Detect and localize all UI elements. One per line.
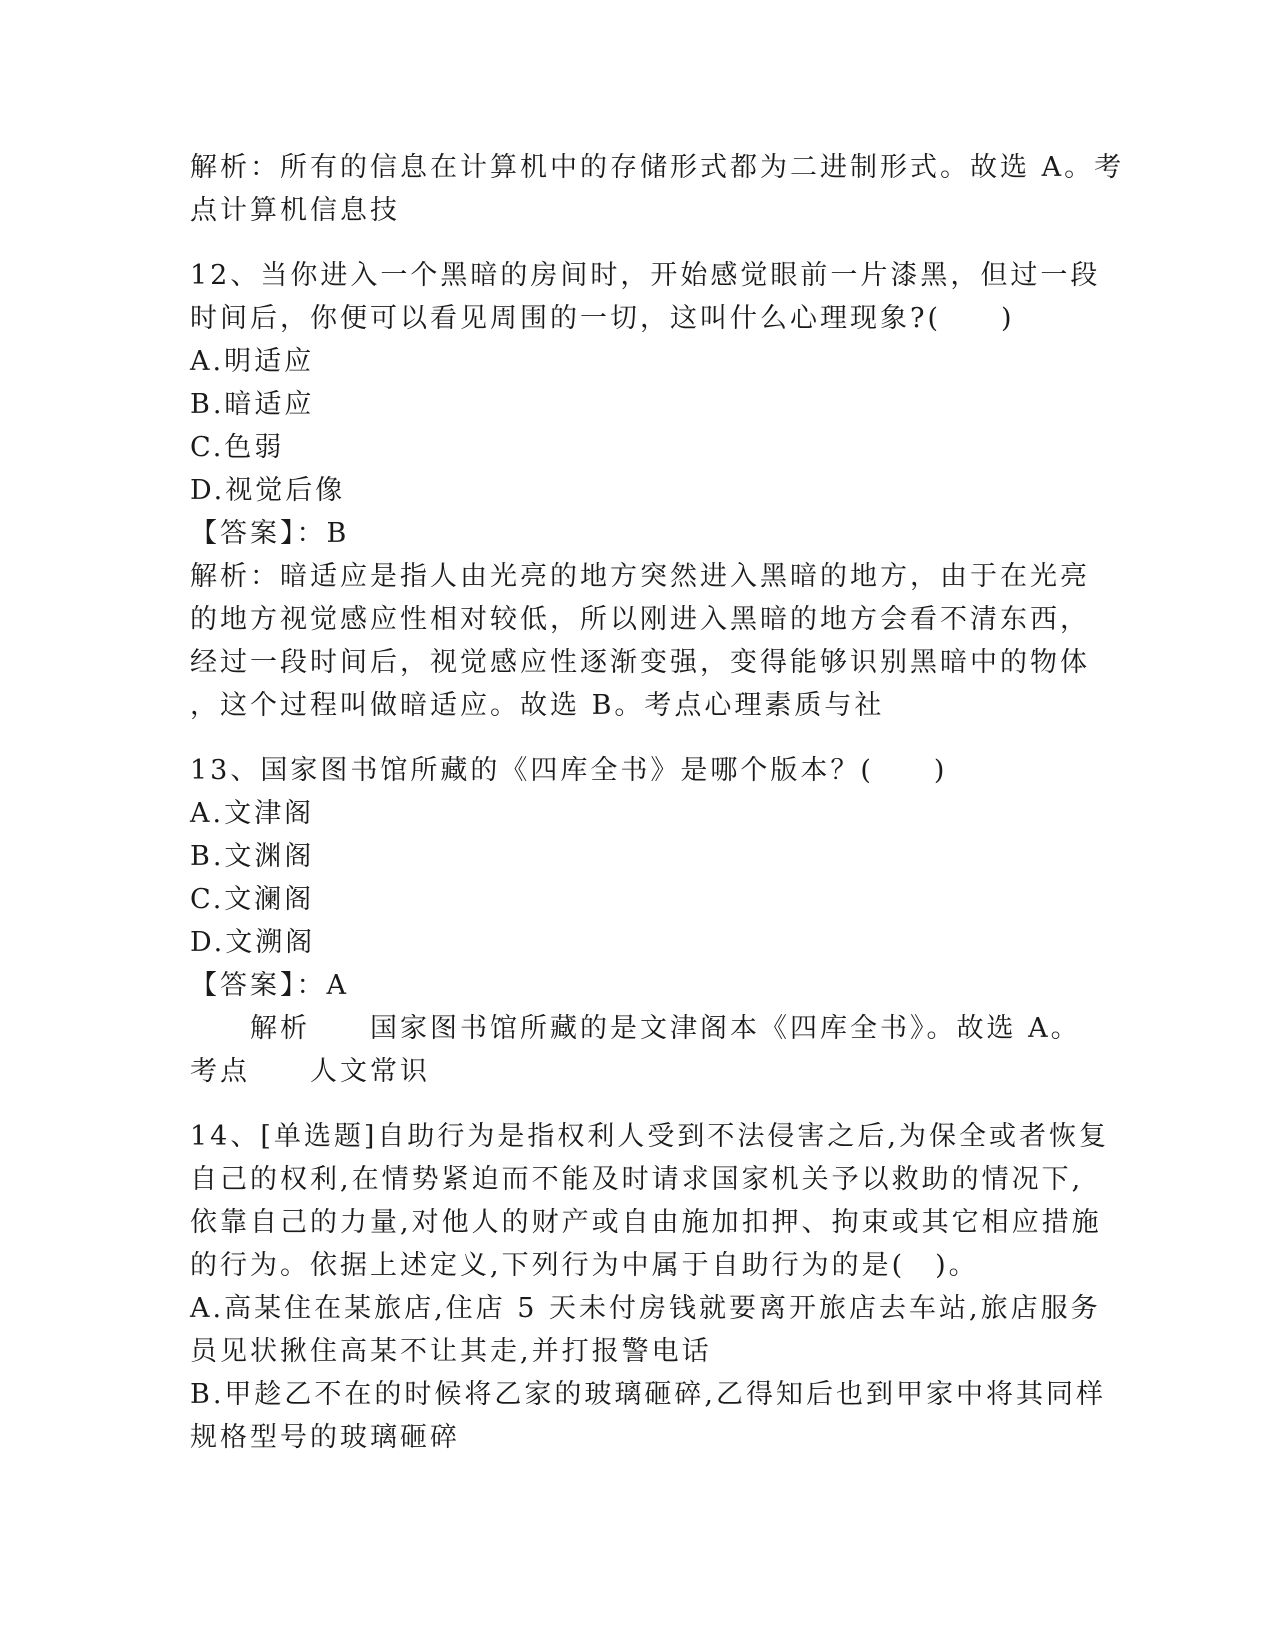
option-a: A.文津阁 bbox=[190, 798, 315, 829]
question-text: 依靠自己的力量,对他人的财产或自由施加扣押、拘束或其它相应措施 bbox=[190, 1207, 1102, 1238]
question-text: 自己的权利,在情势紧迫而不能及时请求国家机关予以救助的情况下, bbox=[190, 1164, 1084, 1195]
text-line: 点计算机信息技 bbox=[190, 195, 400, 226]
option-a: A.明适应 bbox=[190, 346, 315, 377]
question-text: 14、[单选题]自助行为是指权利人受到不法侵害之后,为保全或者恢复 bbox=[190, 1121, 1110, 1152]
option-b: B.暗适应 bbox=[190, 389, 315, 420]
document-body bbox=[190, 146, 1125, 1481]
explanation-text: 考点 人文常识 bbox=[190, 1056, 430, 1087]
option-b: B.甲趁乙不在的时候将乙家的玻璃砸碎,乙得知后也到甲家中将其同样 bbox=[190, 1379, 1107, 1410]
question-12 bbox=[190, 254, 1101, 727]
question-14 bbox=[190, 1115, 1110, 1459]
explanation-text: 解析：暗适应是指人由光亮的地方突然进入黑暗的地方，由于在光亮 bbox=[190, 561, 1090, 592]
answer: 【答案】：A bbox=[190, 970, 349, 1001]
question-text: 13、国家图书馆所藏的《四库全书》是哪个版本？( ) bbox=[190, 755, 948, 786]
option-b: 规格型号的玻璃砸碎 bbox=[190, 1422, 460, 1453]
option-d: D.视觉后像 bbox=[190, 475, 346, 506]
option-a: 员见状揪住高某不让其走,并打报警电话 bbox=[190, 1336, 712, 1367]
text-line: 解析：所有的信息在计算机中的存储形式都为二进制形式。故选 A。考 bbox=[190, 152, 1125, 183]
question-text: 时间后，你便可以看见周围的一切，这叫什么心理现象?( ) bbox=[190, 303, 1015, 334]
answer: 【答案】：B bbox=[190, 518, 350, 549]
question-text: 的行为。依据上述定义,下列行为中属于自助行为的是( )。 bbox=[190, 1250, 979, 1281]
option-c: C.色弱 bbox=[190, 432, 285, 463]
question-13 bbox=[190, 749, 1080, 1093]
option-c: C.文澜阁 bbox=[190, 884, 315, 915]
explanation-text: 解析 国家图书馆所藏的是文津阁本《四库全书》。故选 A。 bbox=[190, 1013, 1081, 1044]
explanation-q11 bbox=[190, 146, 1125, 232]
explanation-text: 经过一段时间后，视觉感应性逐渐变强，变得能够识别黑暗中的物体 bbox=[190, 647, 1090, 678]
question-text: 12、当你进入一个黑暗的房间时，开始感觉眼前一片漆黑，但过一段 bbox=[190, 260, 1101, 291]
option-b: B.文渊阁 bbox=[190, 841, 315, 872]
option-d: D.文溯阁 bbox=[190, 927, 316, 958]
explanation-text: ，这个过程叫做暗适应。故选 B。考点心理素质与社 bbox=[190, 690, 885, 721]
explanation-text: 的地方视觉感应性相对较低，所以刚进入黑暗的地方会看不清东西， bbox=[190, 604, 1090, 635]
option-a: A.高某住在某旅店,住店 5 天未付房钱就要离开旅店去车站,旅店服务 bbox=[190, 1293, 1101, 1324]
